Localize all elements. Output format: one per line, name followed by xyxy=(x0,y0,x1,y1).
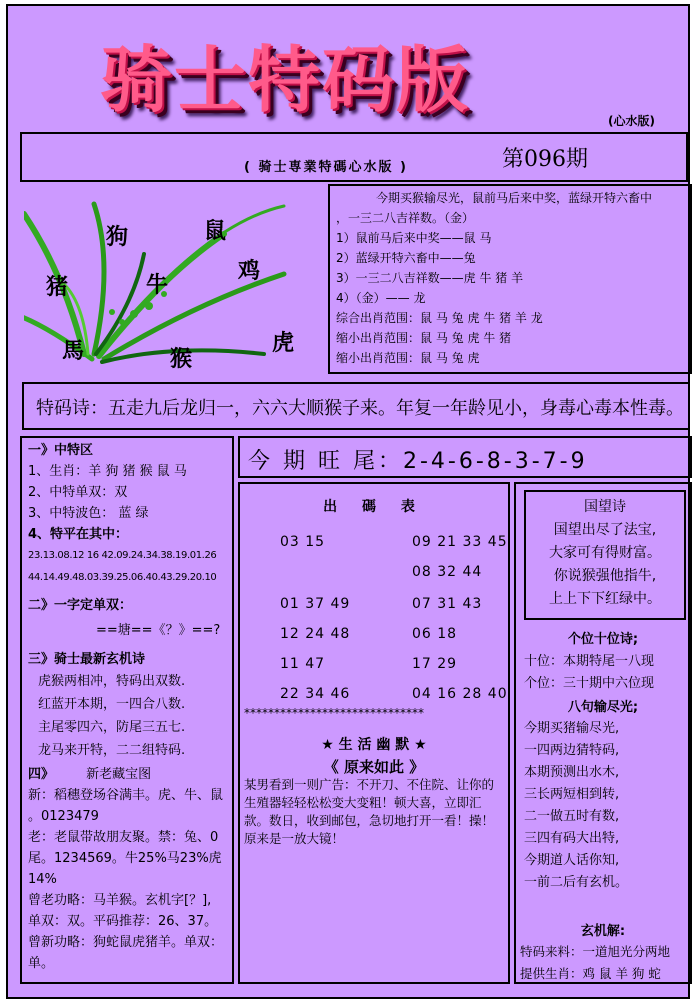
treasure-map-text xyxy=(28,785,226,974)
lucky-tail-label: 今 期 旺 尾： xyxy=(248,449,403,474)
issue-number: 第096期 xyxy=(502,147,588,172)
treasure-line: 单双：双。平码推荐：26、37。 xyxy=(28,914,218,929)
eight-line: 二一做五时有数, xyxy=(524,809,620,824)
right-column xyxy=(514,482,692,984)
zodiac-dog: 狗 xyxy=(106,224,129,250)
table-cell: 08 32 44 xyxy=(412,564,483,580)
star-divider: ****************************** xyxy=(244,706,424,720)
forecast-line: 3）一三二八吉祥数——虎 牛 猪 羊 xyxy=(336,271,524,285)
edition-label: (心水版) xyxy=(608,114,655,128)
table-cell: 07 31 43 xyxy=(412,596,483,612)
humor-subtitle: 《 原来如此 》 xyxy=(323,758,425,776)
guowang-title: 国望诗 xyxy=(584,499,626,515)
section-1-item: 3、中特波色： 蓝 绿 xyxy=(28,506,149,521)
eight-line: 今期道人话你知, xyxy=(524,853,620,868)
ten-digit-line: 十位：本期特尾一八现 xyxy=(524,654,655,669)
guowang-line: 国望出尽了法宝, xyxy=(553,522,657,538)
eight-line: 今期买猪输尽光, xyxy=(524,721,620,736)
xuanji-title: 玄机解: xyxy=(580,924,626,939)
table-cell: 09 21 33 45 xyxy=(412,534,508,550)
poem-lines xyxy=(28,670,226,762)
treasure-line: 尾。1234569。牛25%马23%虎14% xyxy=(28,851,222,887)
xuanji-line: 提供生肖：鸡 鼠 羊 狗 蛇 xyxy=(520,966,661,981)
zodiac-tiger: 虎 xyxy=(272,330,295,356)
section-4-title: 四》 xyxy=(28,767,55,782)
section-4-header xyxy=(28,764,226,785)
guowang-line: 你说猴强他指牛, xyxy=(553,568,657,584)
humor-title: ★ 生 活 幽 默 ★ xyxy=(321,737,427,753)
eight-line: 本期预测出水木, xyxy=(524,765,620,780)
section-3-title: 三》骑士最新玄机诗 xyxy=(28,652,146,667)
table-cell: 22 34 46 xyxy=(280,686,351,702)
treasure-line: 曾新功略：狗蛇鼠虎猪羊。单双： xyxy=(28,935,224,950)
zodiac-horse: 馬 xyxy=(62,338,85,364)
issue-banner xyxy=(20,132,688,182)
forecast-line: 4）（金）—— 龙 xyxy=(336,291,426,305)
lucky-tail-value: 2-4-6-8-3-7-9 xyxy=(402,449,588,474)
humor-text: 某男看到一则广告：不开刀、不住院、让你的生殖器轻轻松松变大变粗！顿大喜，立即汇款。数日，收到邮包，急切地打开一看！操！原来是一放大镜！ xyxy=(244,777,495,846)
special-poem-box xyxy=(22,382,690,430)
forecast-line: 缩小出肖范围：鼠 马 兔 虎 xyxy=(336,351,480,365)
section-2-title: 二》一字定单双： xyxy=(28,598,133,613)
ten-digit-line: 个位：三十期中六位现 xyxy=(524,676,655,691)
number-list: 44.14.49.48.03.39.25.06.40.43.29.20.10 xyxy=(28,572,217,583)
table-cell: 11 47 xyxy=(280,656,326,672)
treasure-line: 。0123479 xyxy=(28,809,99,824)
page-title: 骑士特码版 xyxy=(100,37,471,122)
treasure-line: 曾老功略：马羊猴。玄机字[？], xyxy=(28,893,212,908)
table-cell: 01 37 49 xyxy=(280,596,351,612)
forecast-line: 缩小出肖范围：鼠 马 兔 虎 牛 猪 xyxy=(336,331,512,345)
zodiac-pig: 猪 xyxy=(46,274,69,300)
guowang-line: 大家可有得财富。 xyxy=(549,545,661,561)
eight-line-poem xyxy=(524,718,628,894)
poem-line: 龙马来开特，二二组特码. xyxy=(38,743,186,758)
section-4-subtitle: 新老藏宝图 xyxy=(86,767,152,782)
middle-column xyxy=(238,482,510,984)
lucky-tail xyxy=(248,444,588,475)
poem-line: 红蓝开本期，一四合八数. xyxy=(38,697,186,712)
special-poem: 特码诗：五走九后龙归一，六六大顺猴子来。年复一年龄见小，身毒心毒本性毒。 xyxy=(36,398,684,419)
forecast-line: 2）蓝绿开特六畜中——兔 xyxy=(336,251,476,265)
newspaper-page xyxy=(6,4,690,999)
forecast-panel xyxy=(328,184,692,374)
zodiac-monkey: 猴 xyxy=(170,346,193,372)
section-1-item: 2、中特单双：双 xyxy=(28,485,128,500)
number-list: 23.13.08.12 16 42.09.24.34.38.19.01.26 xyxy=(28,550,217,561)
eight-line-title: 八句输尽光; xyxy=(567,700,639,715)
forecast-line: 今期买猴输尽光，鼠前马后来中奖，蓝绿开特六畜中 xyxy=(376,191,653,205)
section-2-text: ==塘==《？》==? xyxy=(96,623,221,638)
section-1-item: 1、生肖：羊 狗 猪 猴 鼠 马 xyxy=(28,464,187,479)
lucky-tail-box xyxy=(238,436,692,478)
eight-line: 一前二后有玄机。 xyxy=(524,875,629,890)
ten-digit-title: 个位十位诗; xyxy=(567,632,639,647)
treasure-line: 新：稻穗登场谷满丰。虎、牛、鼠 xyxy=(28,788,224,803)
eight-line: 三四有码大出特, xyxy=(524,831,620,846)
forecast-line: 综合出肖范围：鼠 马 兔 虎 牛 猪 羊 龙 xyxy=(336,311,543,325)
zodiac-orchid-illustration xyxy=(24,194,324,394)
section-1-item: 4、特平在其中： xyxy=(28,527,129,542)
poem-line: 主尾零四六，防尾三五七. xyxy=(38,720,186,735)
table-cell: 17 29 xyxy=(412,656,458,672)
eight-line: 一四两边猜特码, xyxy=(524,743,620,758)
left-column xyxy=(20,436,234,984)
section-1-title: 一》中特区 xyxy=(28,443,94,458)
treasure-line: 老：老鼠带故朋友聚。禁：兔、0 xyxy=(28,830,219,845)
poem-line: 虎猴两相冲，特码出双数. xyxy=(38,674,186,689)
zodiac-rooster: 鸡 xyxy=(238,258,261,284)
zodiac-rat: 鼠 xyxy=(204,218,227,244)
table-cell: 03 15 xyxy=(280,534,326,550)
treasure-line: 单。 xyxy=(28,956,55,971)
guowang-poem-box xyxy=(524,490,686,620)
table-cell: 04 16 28 40 xyxy=(412,686,508,702)
guowang-line: 上上下下红绿中。 xyxy=(549,591,661,607)
forecast-line: ，一三二八吉祥数。（金） xyxy=(336,211,475,225)
eight-line: 三长两短相到转, xyxy=(524,787,620,802)
forecast-line: 1）鼠前马后来中奖——鼠 马 xyxy=(336,231,492,245)
table-cell: 06 18 xyxy=(412,626,458,642)
number-table-title: 出 碼 表 xyxy=(323,499,425,515)
zodiac-ox: 牛 xyxy=(146,272,169,298)
xuanji-line: 特码来料：一道旭光分两地 xyxy=(520,944,671,959)
table-cell: 12 24 48 xyxy=(280,626,351,642)
banner-subtitle: ( 骑士専業特碼心水版 ) xyxy=(244,160,408,175)
